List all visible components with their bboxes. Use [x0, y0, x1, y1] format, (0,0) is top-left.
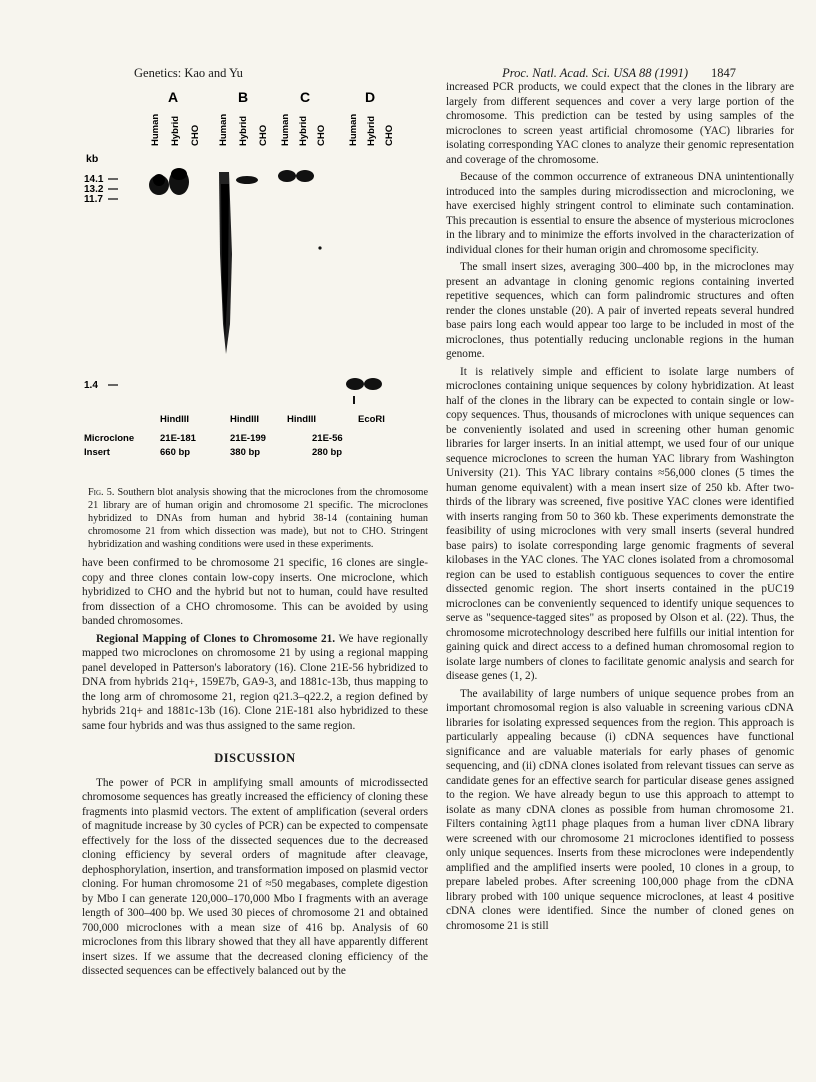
lane-b-hybrid: Hybrid [238, 115, 249, 146]
lane-d-cho: CHO [384, 124, 395, 146]
right-paragraph-5: The availability of large numbers of unique sequence probes from an important chromosomal region is also valuable in screening various cDNA libraries for isolating expressed sequences from the region. This approach is particularly appealing because (i) cDNA sequences have functional significance and are valuable materials for early phases of genomic sequencing, and (ii) cDNA clones isolated from relevant tissues can serve as candidate genes for an effective search for particular disease genes assigned to the region. We have already begun to use this approach to attempt to isolate as many cDNA clones as possible from human chromosome 21. Filters containing λgt11 phage plaques from a human liver cDNA library were screened with our chromosome 21 microclones identified to possess only unique sequences. Inserts from these microclones were independently amplified and the amplified inserts were pooled, 10 clones in a group, to prepare labeled probes. After screening 100,000 phage from the cDNA library probed with 100 unique sequence microclones, at least 4 positive cDNA clones were identified. Since the number of cloned genes on chromosome 21 is still [446, 687, 794, 932]
blot-image [80, 84, 432, 484]
insert-b: 380 bp [230, 447, 261, 458]
lane-a-cho: CHO [190, 124, 201, 146]
left-column [82, 556, 428, 979]
left-paragraph-2 [82, 632, 428, 734]
left-paragraph-1: have been confirmed to be chromosome 21 specific, 16 clones are single-copy and three clones contain low-copy inserts. One microclone, which hybridized to CHO and the hybrid but not to human, could have resulted from dissection of a CHO chromosome. This can be avoided by using banded chromosomes. [82, 557, 428, 627]
panel-c-bands [278, 170, 322, 250]
enzyme-a: HindIII [160, 414, 190, 425]
panel-b-bands [219, 172, 258, 354]
caption-text: Southern blot analysis showing that the microclones from the chromosome 21 library are of human origin and chromosome 21 specific. The microclones hybridized to DNAs from human and hybrid 38-14 (containing human chromosome 21 from which dissection was made), but not to CHO. Stringent hybridization and washing conditions were used in these experiments. [88, 487, 428, 550]
marker-14-1: 14.1 [84, 174, 104, 185]
left-paragraph-3: The power of PCR in amplifying small amounts of microdissected chromosome sequences has greatly increased the efficiency of cloning these fragments into plasmid vectors. The extent of amplification (several orders of magnitude increase by 30 cycles of PCR) can be expected to compensate effectively for the loss of the dissected sequences due to the decreased cloning efficiency by several orders of magnitude after cleavage, dephosphorylation, insertion, and transformation imposed on plasmid vector cloning. For human chromosome 21 of ≈50 megabases, complete digestion by Mbo I can generate 120,000–170,000 Mbo I fragments with an average length of 300–400 bp. We used 30 pieces of chromosome 21 and obtained 700,000 microclones with a mean size of 416 bp. Analysis of 60 microclones from this library showed that they all have apparently different insert sizes. If we assume that the decreased cloning efficiency of the dissected sequences can be effectively balanced out by the [82, 776, 428, 977]
southern-blot-figure [80, 84, 432, 484]
lane-c-cho: CHO [316, 124, 327, 146]
lane-d-hybrid: Hybrid [366, 115, 377, 146]
row-label-insert: Insert [84, 447, 110, 458]
enzyme-b: HindIII [230, 414, 260, 425]
insert-c: 280 bp [312, 447, 343, 458]
lane-c-hybrid: Hybrid [298, 115, 309, 146]
header-journal: Proc. Natl. Acad. Sci. USA 88 (1991) [502, 66, 688, 80]
panel-label-c: C [300, 89, 311, 105]
microclone-c: 21E-56 [312, 433, 343, 444]
figure-caption [88, 486, 428, 551]
panel-label-b: B [238, 89, 249, 105]
right-paragraph-4: It is relatively simple and efficient to isolate large numbers of microclones containing unique sequences by colony hybridization. At least half of the clones in the library can be expected to contain single or low-copy sequences. Thus, thousands of microclones with unique sequences can be conveniently isolated and used in screening other human genomic libraries for larger inserts. In an initial attempt, we used four of our unique sequence microclones to screen the human YAC library from Washington University (21). This YAC library contains ≈56,000 clones (5 times the human genome equivalent) with a mean insert size of 250 kb. After two-thirds of the library was screened, five positive YAC clones were identified with inserts ranging from 50 to 360 kb. These experiments demonstrate the feasibility of using microclones with very small inserts (several hundred base pairs) to isolate corresponding large genomic fragments of several kilobases in the YAC clones. The YAC clones isolated from a chromosomal region can be used to establish contiguous sequences to cover the entire dissected genomic region. The short inserts contained in the pUC19 microclones can be conveniently sequenced to identify unique sequences to serve as "sequence-tagged sites" as proposed by Olson et al. (22). Thus, the chromosome microtechnology described here fulfills our initial intention for gaining quick and direct access to a defined human chromosomal region to isolate large numbers of clones to facilitate genomic analysis and search for disease genes (1, 2). [446, 365, 794, 682]
marker-11-7: 11.7 [84, 194, 103, 205]
right-column [446, 80, 794, 933]
regional-mapping-text: We have regionally mapped two microclones on chromosome 21 by using a regional mapping panel developed in Patterson's laboratory (16). Clone 21E-56 hybridized to DNA from hybrids 21q+, 159E7b, GA9-3, and 1881c-13b, thus mapping to the long arm of chromosome 21, region q21.3–q22.2, a region defined by hybrids 21q+ and 1881c-13b (16). Clone 21E-181 also hybridized to these same four hybrids and was thus assigned to the same region. [82, 632, 428, 732]
marker-13-2: 13.2 [84, 184, 104, 195]
right-paragraph-3: The small insert sizes, averaging 300–400 bp, in the microclones may present an advantage in cloning genomic regions containing inverted repetitive sequences, which can form palindromic structures and often render the clones unstable (20). A pair of inverted repeats several hundred base pairs long each would appear too large to be included in most of the microclones, thus potentially reducing unclonable regions in the human genome. [446, 261, 794, 360]
lane-b-cho: CHO [258, 124, 269, 146]
panel-label-d: D [365, 89, 376, 105]
microclone-a: 21E-181 [160, 433, 196, 444]
lane-a-human: Human [150, 113, 161, 146]
marker-1-4: 1.4 [84, 380, 98, 391]
page-number: 1847 [711, 66, 736, 80]
lane-d-human: Human [348, 113, 359, 146]
lane-a-hybrid: Hybrid [170, 115, 181, 146]
right-paragraph-1: increased PCR products, we could expect that the clones in the library are largely from different sequences and cover a very large portion of the chromosome. This prediction can be tested by using samples of the microclones to screen yeast artificial chromosome (YAC) libraries for isolating corresponding YAC clones to analyze their genomic representation and coverage of the chromosome. [446, 81, 794, 166]
panel-label-a: A [168, 89, 179, 105]
regional-mapping-heading: Regional Mapping of Clones to Chromosome 21. [96, 632, 336, 645]
discussion-heading: DISCUSSION [214, 751, 296, 765]
panel-d-bands [346, 378, 382, 404]
row-label-microclone: Microclone [84, 433, 135, 444]
enzyme-c: HindIII [287, 414, 317, 425]
microclone-b: 21E-199 [230, 433, 266, 444]
enzyme-d: EcoRI [358, 414, 385, 425]
panel-a-bands [149, 168, 189, 195]
caption-label: Fig. 5. [88, 487, 115, 498]
header-authors: Genetics: Kao and Yu [134, 66, 243, 80]
kb-label: kb [86, 153, 99, 165]
insert-a: 660 bp [160, 447, 191, 458]
lane-c-human: Human [280, 113, 291, 146]
right-paragraph-2: Because of the common occurrence of extraneous DNA unintentionally introduced into the samples during microdissection and microcloning, we have exercised highly stringent control to eliminate such contamination. This precaution is essential to ensure the absence of mysterious microclones in the library and to minimize the efforts involved in the characterization of individual clones for their human origin and chromosome specificity. [446, 171, 794, 256]
lane-b-human: Human [218, 113, 229, 146]
